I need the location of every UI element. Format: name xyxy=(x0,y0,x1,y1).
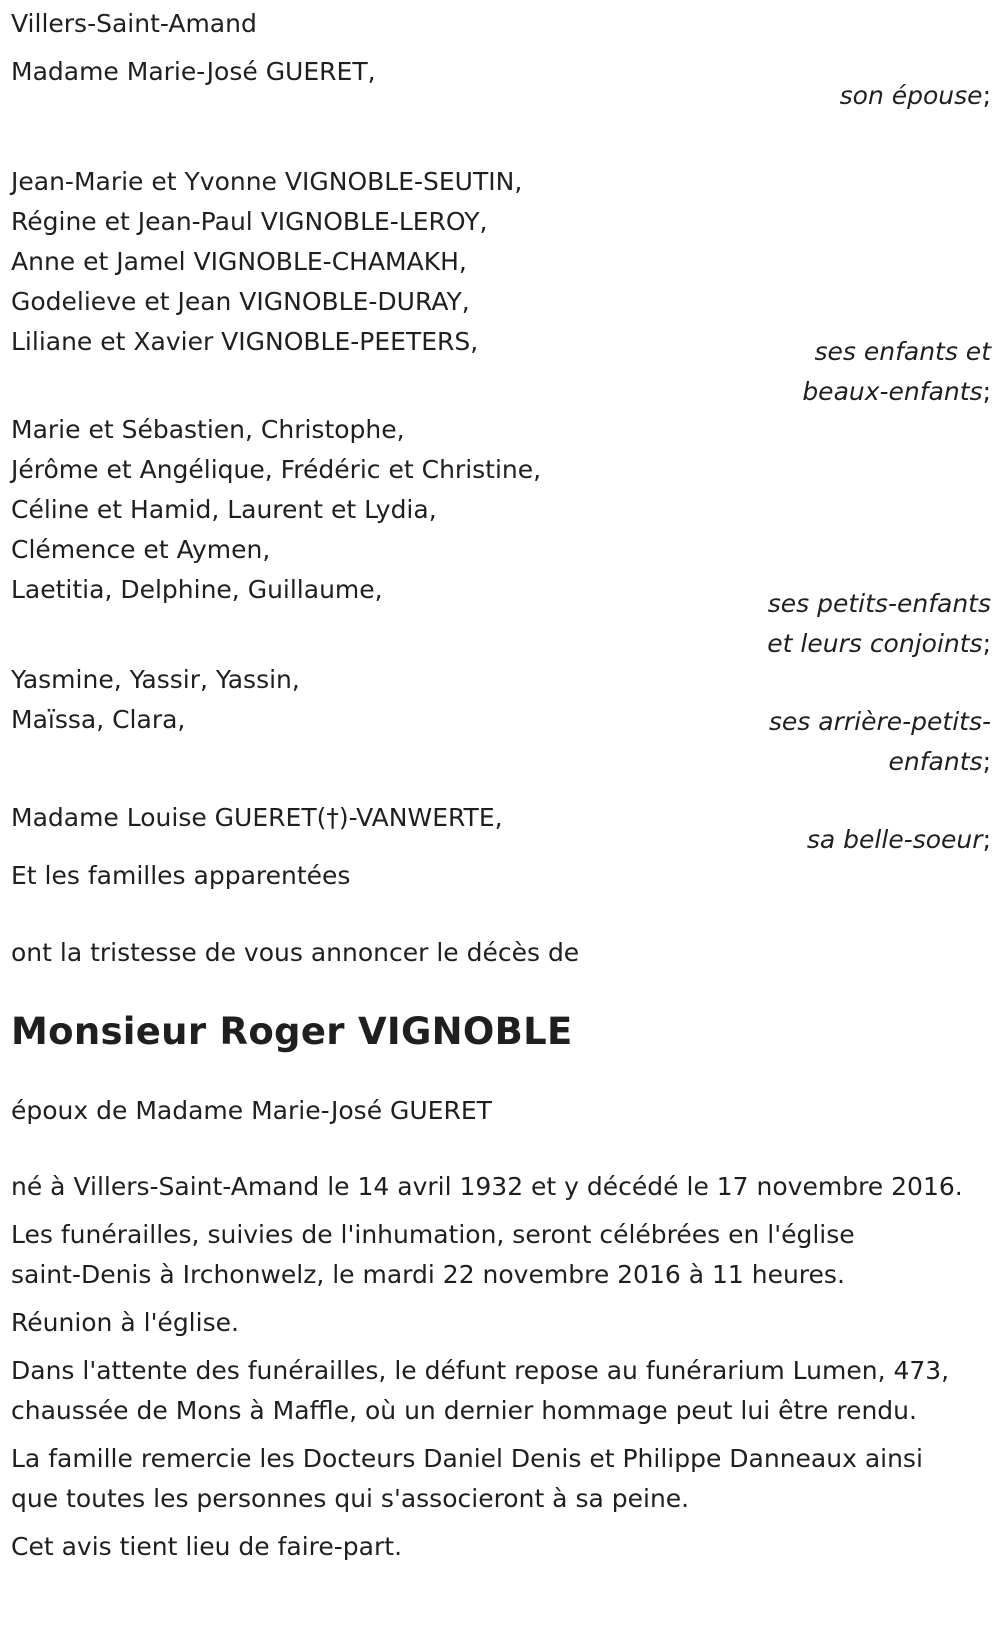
announcement: ont la tristesse de vous annoncer le décès de xyxy=(11,938,580,967)
great-grandchildren-relation-line-1: ses arrière-petits- xyxy=(768,707,991,736)
great-grandchild-line: Maïssa, Clara, xyxy=(11,705,186,734)
birth-death-paragraph: né à Villers-Saint-Amand le 14 avril 1932 et y décédé le 17 novembre 2016. xyxy=(11,1172,963,1201)
sister-in-law-name-part-2: )-VANWERTE, xyxy=(338,803,503,832)
location: Villers-Saint-Amand xyxy=(11,9,257,38)
children-relation-punct: ; xyxy=(982,377,991,406)
spouse-relation-punct: ; xyxy=(982,81,991,110)
spouse-of: époux de Madame Marie-José GUERET xyxy=(11,1096,492,1125)
great-grandchildren-relation-line-2: enfants xyxy=(888,747,983,776)
children-relation xyxy=(802,332,991,412)
grandchildren-relation-line-1: ses petits-enfants xyxy=(767,589,991,618)
grandchildren-block xyxy=(11,410,991,660)
grandchild-line: Jérôme et Angélique, Frédéric et Christine, xyxy=(11,455,542,484)
spouse-relation-text: son épouse xyxy=(839,81,983,110)
great-grandchildren-relation xyxy=(769,702,991,782)
children-relation-line-2: beaux-enfants xyxy=(802,377,983,406)
thanks-paragraph: La famille remercie les Docteurs Daniel Denis et Philippe Danneaux ainsi que toutes les personnes qui s'associeront à sa peine. xyxy=(11,1444,923,1513)
child-line: Régine et Jean-Paul VIGNOBLE-LEROY, xyxy=(11,207,488,236)
sister-in-law-block xyxy=(11,798,991,856)
obituary-notice xyxy=(11,4,991,1567)
grandchild-line: Marie et Sébastien, Christophe, xyxy=(11,415,405,444)
sister-in-law-relation-text: sa belle-soeur xyxy=(806,825,983,854)
reunion-paragraph: Réunion à l'église. xyxy=(11,1308,239,1337)
families-line: Et les familles apparentées xyxy=(11,861,351,890)
grandchild-line: Céline et Hamid, Laurent et Lydia, xyxy=(11,495,437,524)
grandchildren-relation xyxy=(767,584,991,664)
child-line: Jean-Marie et Yvonne VIGNOBLE-SEUTIN, xyxy=(11,167,523,196)
sister-in-law-relation-punct: ; xyxy=(982,825,991,854)
grandchildren-relation-punct: ; xyxy=(982,629,991,658)
grandchild-line: Laetitia, Delphine, Guillaume, xyxy=(11,575,383,604)
great-grandchildren-block xyxy=(11,660,991,798)
grandchildren-relation-line-2: et leurs conjoints xyxy=(767,629,983,658)
funerarium-paragraph: Dans l'attente des funérailles, le défunt repose au funérarium Lumen, 473, chaussée de Mons à Maffle, où un dernier hommage peut lui être rendu. xyxy=(11,1356,950,1425)
children-relation-line-1: ses enfants et xyxy=(814,337,991,366)
great-grandchild-line: Yasmine, Yassir, Yassin, xyxy=(11,665,300,694)
spouse-relation xyxy=(840,76,991,116)
spouse-name: Madame Marie-José GUERET, xyxy=(11,57,376,86)
cross-symbol: † xyxy=(326,803,339,832)
sister-in-law-relation xyxy=(807,820,991,860)
child-line: Godelieve et Jean VIGNOBLE-DURAY, xyxy=(11,287,470,316)
children-block xyxy=(11,162,991,410)
closing-paragraph: Cet avis tient lieu de faire-part. xyxy=(11,1532,403,1561)
great-grandchildren-relation-punct: ; xyxy=(982,747,991,776)
child-line: Liliane et Xavier VIGNOBLE-PEETERS, xyxy=(11,327,479,356)
sister-in-law-name-part-1: Madame Louise GUERET( xyxy=(11,803,327,832)
deceased-name: Monsieur Roger VIGNOBLE xyxy=(11,1010,573,1053)
child-line: Anne et Jamel VIGNOBLE-CHAMAKH, xyxy=(11,247,467,276)
funeral-paragraph: Les funérailles, suivies de l'inhumation, seront célébrées en l'église saint-Denis à Irchonwelz, le mardi 22 novembre 2016 à 11 heures. xyxy=(11,1220,855,1289)
spouse-block xyxy=(11,52,991,162)
grandchild-line: Clémence et Aymen, xyxy=(11,535,271,564)
